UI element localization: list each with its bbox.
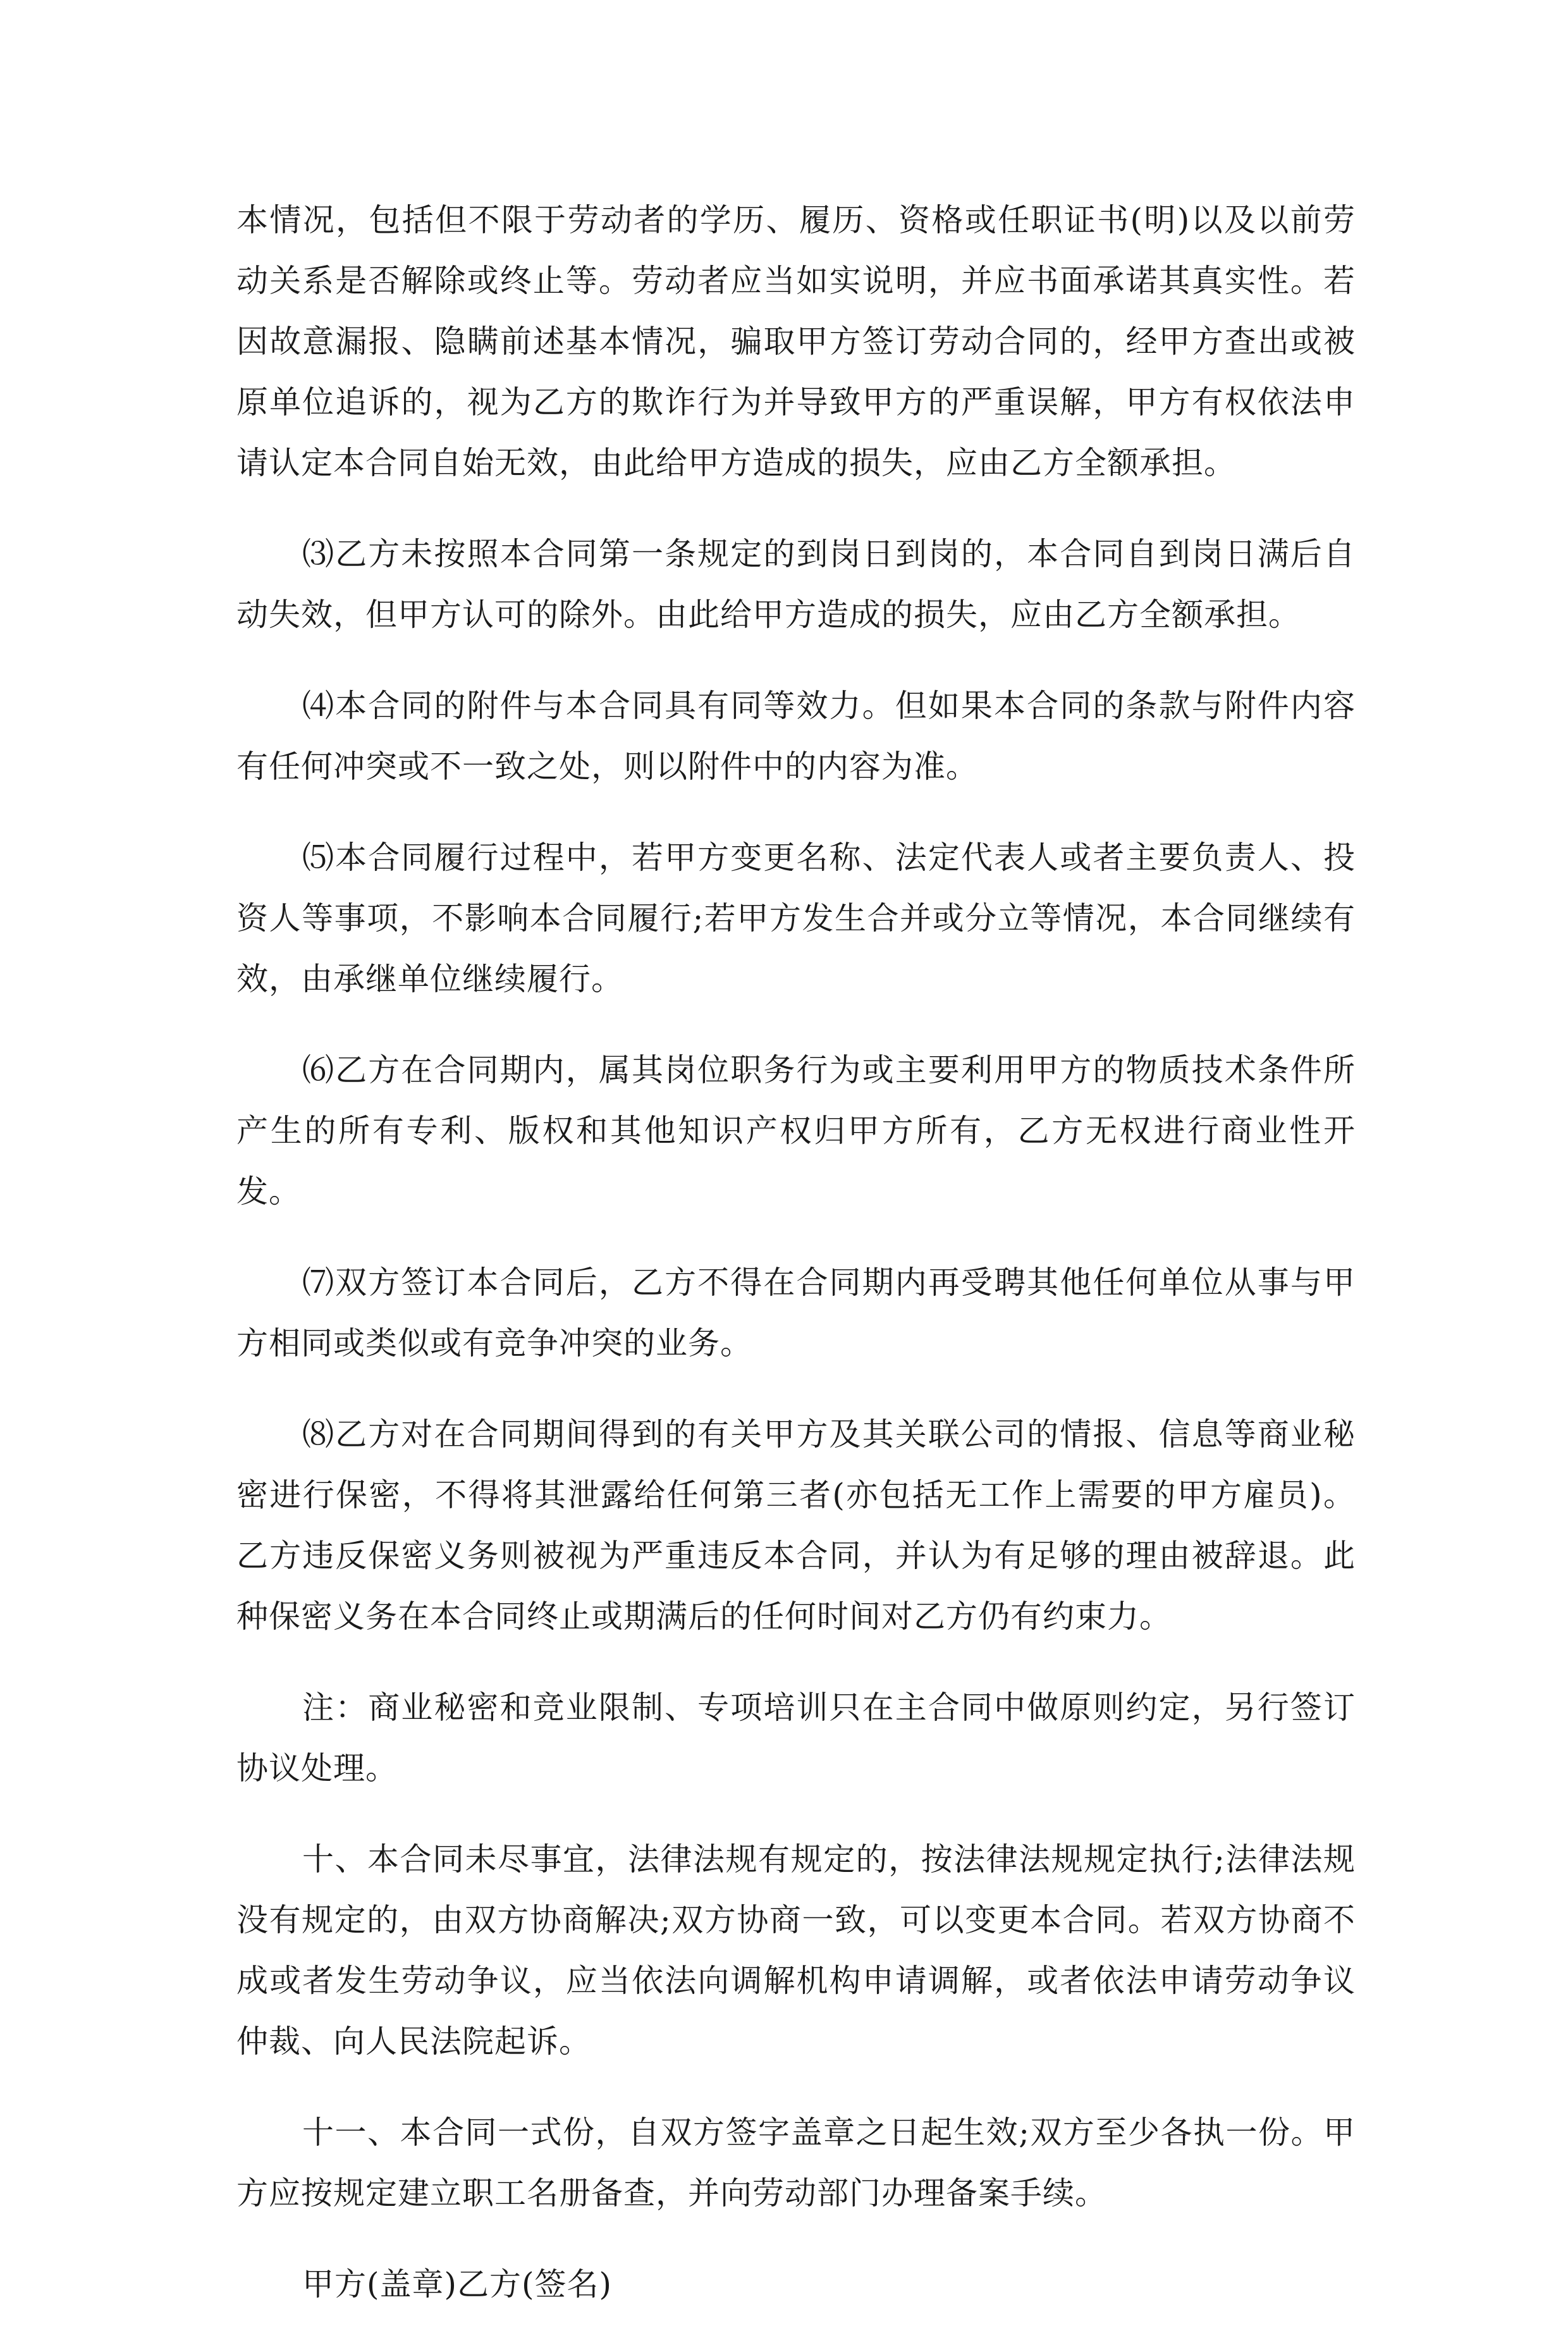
paragraph-clause-3: ⑶乙方未按照本合同第一条规定的到岗日到岗的，本合同自到岗日满后自动失效，但甲方认可的除外。由此给甲方造成的损失，应由乙方全额承担。 bbox=[236, 536, 1356, 633]
paragraph-clause-4: ⑷本合同的附件与本合同具有同等效力。但如果本合同的条款与附件内容有任何冲突或不一致之处，则以附件中的内容为准。 bbox=[236, 687, 1356, 785]
paragraph-clause-8: ⑻乙方对在合同期间得到的有关甲方及其关联公司的情报、信息等商业秘密进行保密，不得将其泄露给任何第三者(亦包括无工作上需要的甲方雇员)。乙方违反保密义务则被视为严重违反本合同，并认为有足够的理由被辞退。此种保密义务在本合同终止或期满后的任何时间对乙方仍有约束力。 bbox=[236, 1416, 1356, 1635]
signature-line: 甲方(盖章)乙方(签名) bbox=[302, 2266, 613, 2303]
paragraph-clause-5: ⑸本合同履行过程中，若甲方变更名称、法定代表人或者主要负责人、投资人等事项，不影响本合同履行;若甲方发生合并或分立等情况，本合同继续有效，由承继单位继续履行。 bbox=[236, 839, 1356, 997]
paragraph-article-11: 十一、本合同一式份，自双方签字盖章之日起生效;双方至少各执一份。甲方应按规定建立职工名册备查，并向劳动部门办理备案手续。 bbox=[236, 2114, 1356, 2212]
paragraph-clause-6: ⑹乙方在合同期内，属其岗位职务行为或主要利用甲方的物质技术条件所产生的所有专利、版权和其他知识产权归甲方所有，乙方无权进行商业性开发。 bbox=[236, 1052, 1356, 1210]
paragraph-article-10: 十、本合同未尽事宜，法律法规有规定的，按法律法规规定执行;法律法规没有规定的，由双方协商解决;双方协商一致，可以变更本合同。若双方协商不成或者发生劳动争议，应当依法向调解机构申请调解，或者依法申请劳动争议仲裁、向人民法院起诉。 bbox=[236, 1841, 1356, 2060]
paragraph-continuation: 本情况，包括但不限于劳动者的学历、履历、资格或任职证书(明)以及以前劳动关系是否解除或终止等。劳动者应当如实说明，并应书面承诺其真实性。若因故意漏报、隐瞒前述基本情况，骗取甲方签订劳动合同的，经甲方查出或被原单位追诉的，视为乙方的欺诈行为并导致甲方的严重误解，甲方有权依法申请认定本合同自始无效，由此给甲方造成的损失，应由乙方全额承担。 bbox=[236, 202, 1356, 481]
paragraph-clause-7: ⑺双方签订本合同后，乙方不得在合同期内再受聘其他任何单位从事与甲方相同或类似或有竞争冲突的业务。 bbox=[236, 1264, 1356, 1362]
paragraph-note: 注：商业秘密和竞业限制、专项培训只在主合同中做原则约定，另行签订协议处理。 bbox=[236, 1689, 1356, 1787]
document-body bbox=[236, 190, 1356, 2345]
